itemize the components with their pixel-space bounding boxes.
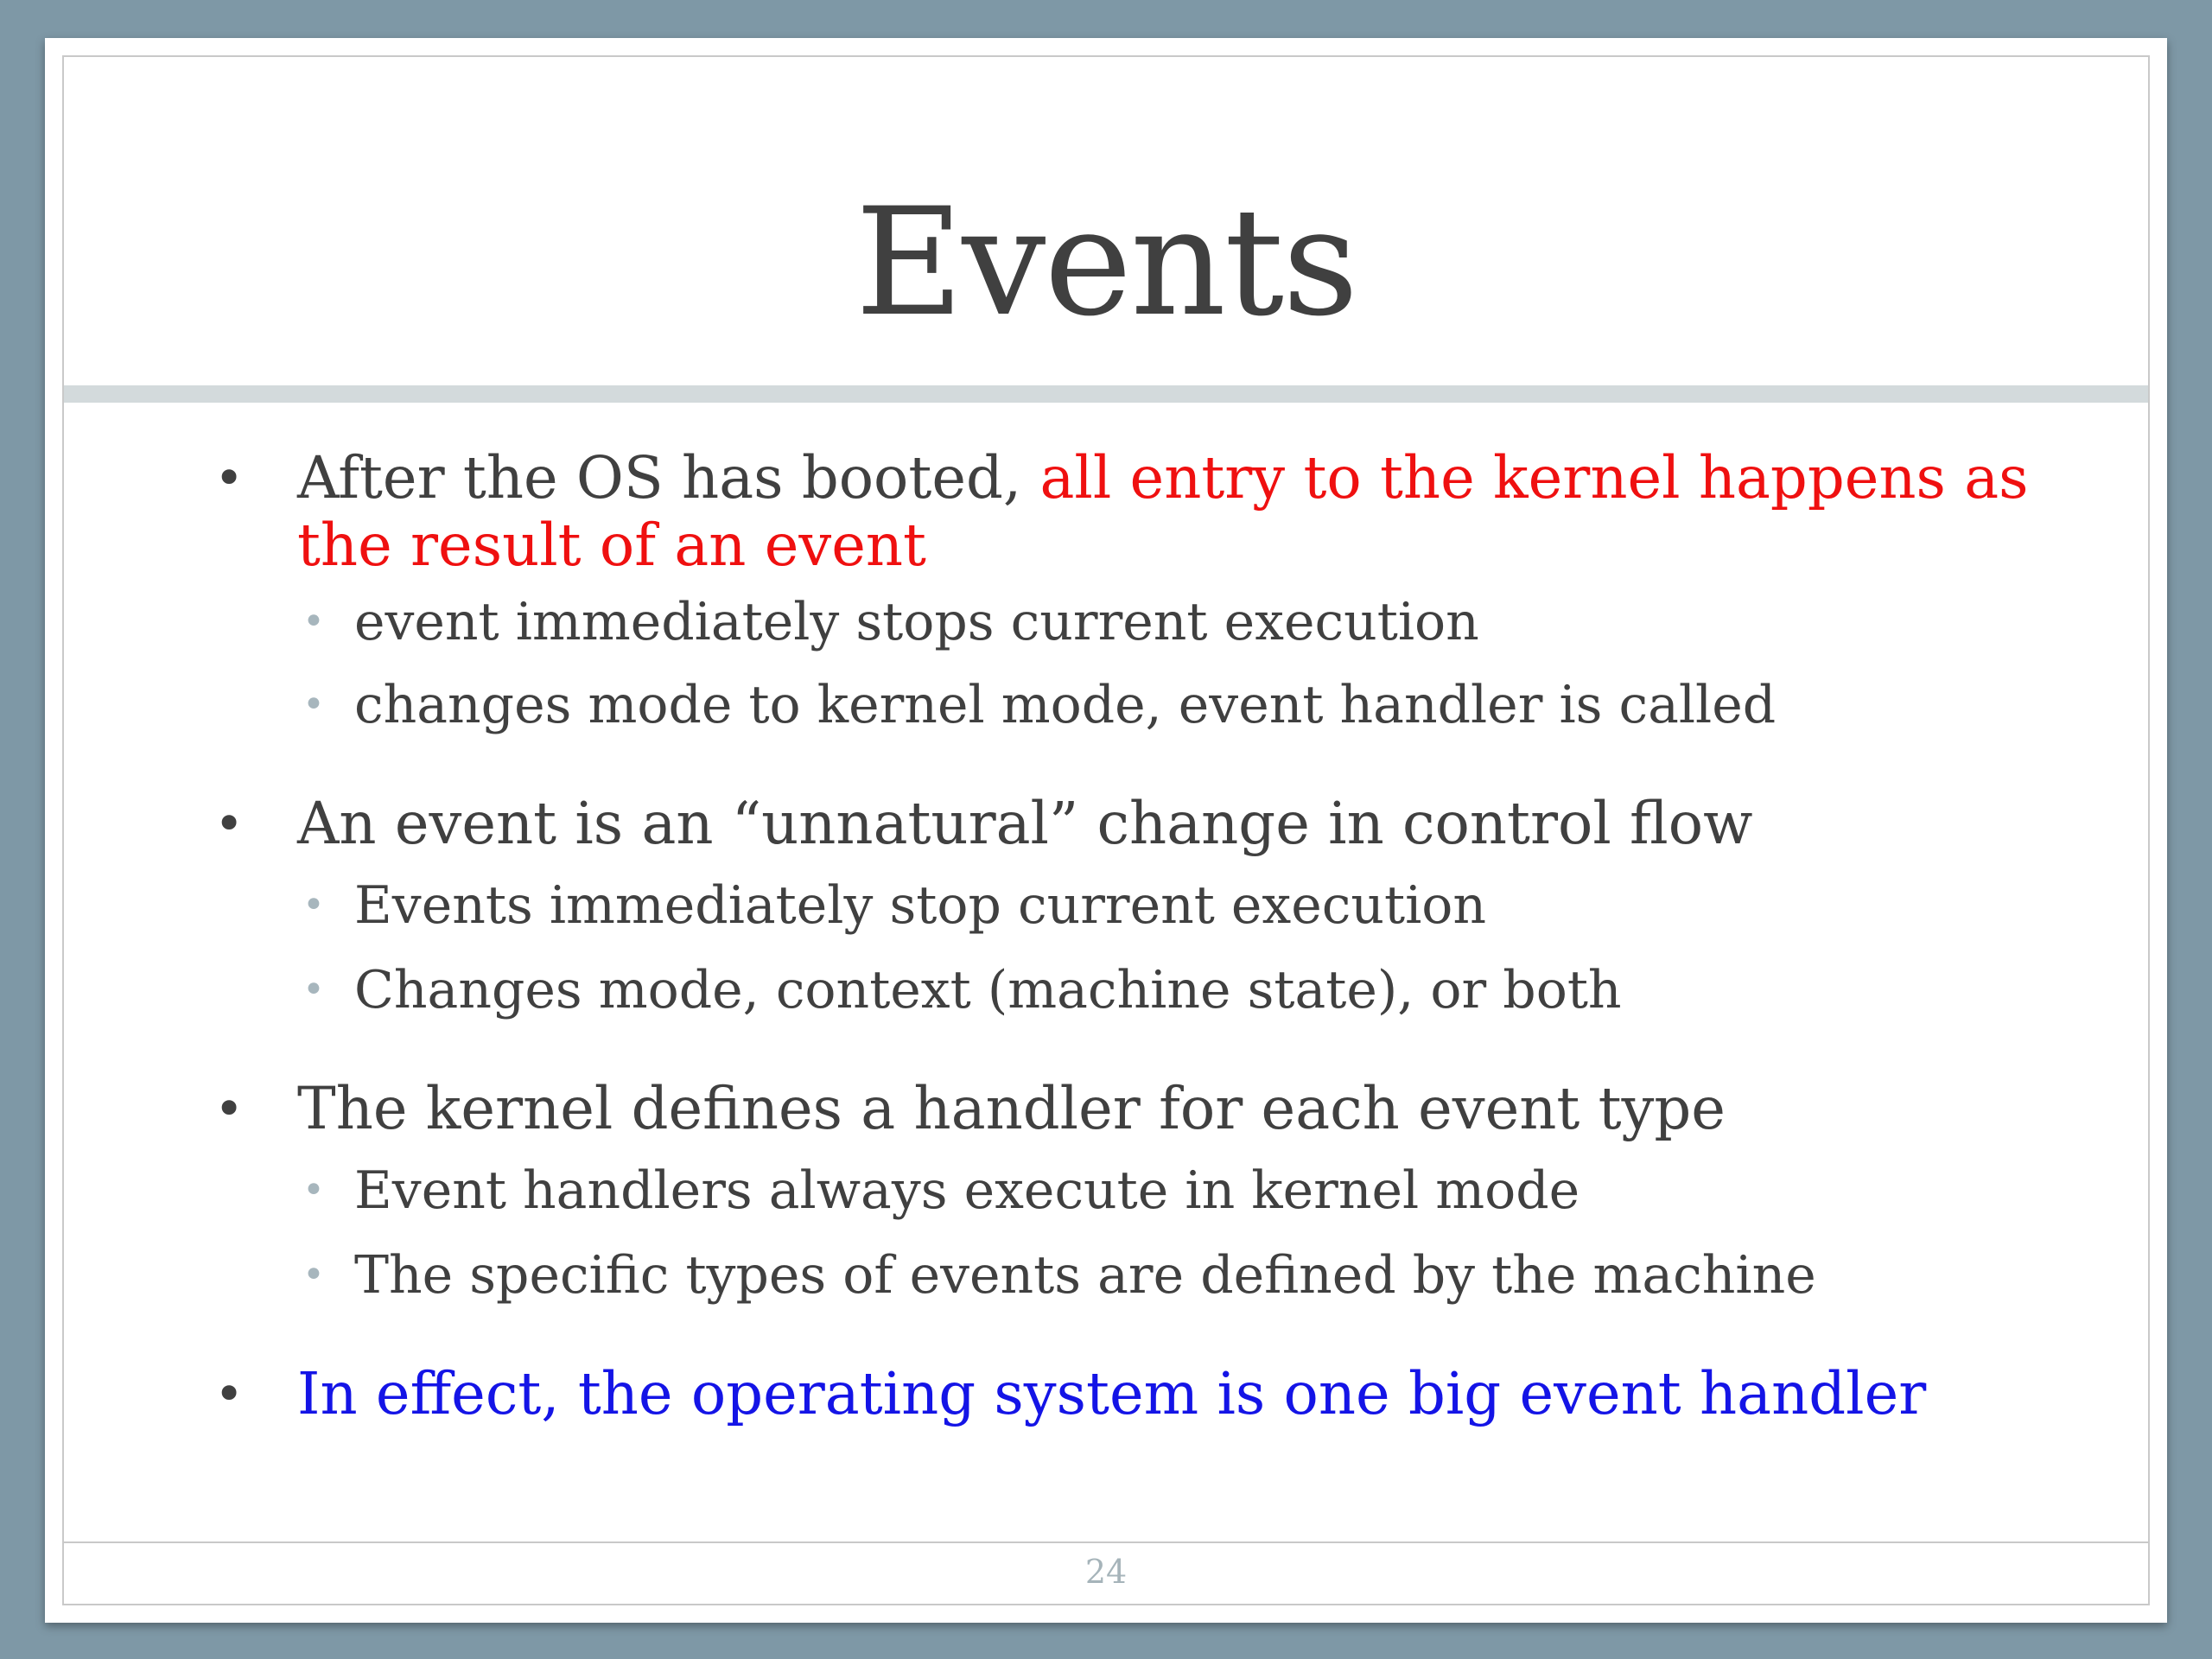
- page-number: 24: [1084, 1553, 1128, 1591]
- slide: [45, 38, 2167, 1623]
- sub-bullet-2-1: [166, 874, 2084, 937]
- bullet-dot: •: [214, 1079, 245, 1138]
- sub-bullet-text: The specific types of events are defined by the machine: [354, 1245, 1816, 1306]
- bullet-dot: •: [214, 448, 245, 507]
- bullet-4-text: In effect, the operating system is one big event handler: [297, 1360, 1927, 1427]
- sub-bullet-2-2: [166, 959, 2084, 1021]
- sub-bullet-1-2: [166, 674, 2084, 736]
- sub-bullet-3-2: [166, 1244, 2084, 1306]
- bullet-dot: •: [214, 794, 245, 853]
- slide-title: Events: [855, 175, 1357, 349]
- sub-bullet-dot: •: [302, 683, 325, 727]
- sub-bullet-dot: •: [302, 1168, 325, 1212]
- sub-bullet-text: Changes mode, context (machine state), or both: [354, 960, 1622, 1020]
- bullet-1-prefix: After the OS has booted,: [297, 444, 1040, 512]
- title-divider: [64, 385, 2148, 403]
- sub-bullet-text: Events immediately stop current execution: [354, 875, 1487, 936]
- sub-bullet-dot: •: [302, 600, 325, 644]
- sub-bullet-text: changes mode to kernel mode, event handler is called: [354, 675, 1777, 735]
- bullet-3-text: The kernel defines a handler for each event type: [297, 1075, 1726, 1142]
- sub-bullet-text: event immediately stops current execution: [354, 592, 1479, 652]
- sub-bullet-dot: •: [302, 968, 325, 1012]
- slide-content: [166, 444, 2084, 1427]
- bullet-dot: •: [214, 1364, 245, 1423]
- bullet-1: [166, 444, 2084, 579]
- sub-bullet-dot: •: [302, 883, 325, 927]
- sub-bullet-dot: •: [302, 1253, 325, 1297]
- footer-divider: [64, 1541, 2148, 1543]
- bullet-2-text: An event is an “unnatural” change in control flow: [297, 790, 1753, 857]
- bullet-4: [166, 1360, 2084, 1427]
- sub-bullet-text: Event handlers always execute in kernel mode: [354, 1160, 1580, 1221]
- sub-bullet-1-1: [166, 591, 2084, 653]
- bullet-2: [166, 790, 2084, 857]
- bullet-3: [166, 1075, 2084, 1142]
- bullet-1-highlight: all entry to the kernel happens as the result of an event: [297, 444, 2029, 579]
- sub-bullet-3-1: [166, 1160, 2084, 1222]
